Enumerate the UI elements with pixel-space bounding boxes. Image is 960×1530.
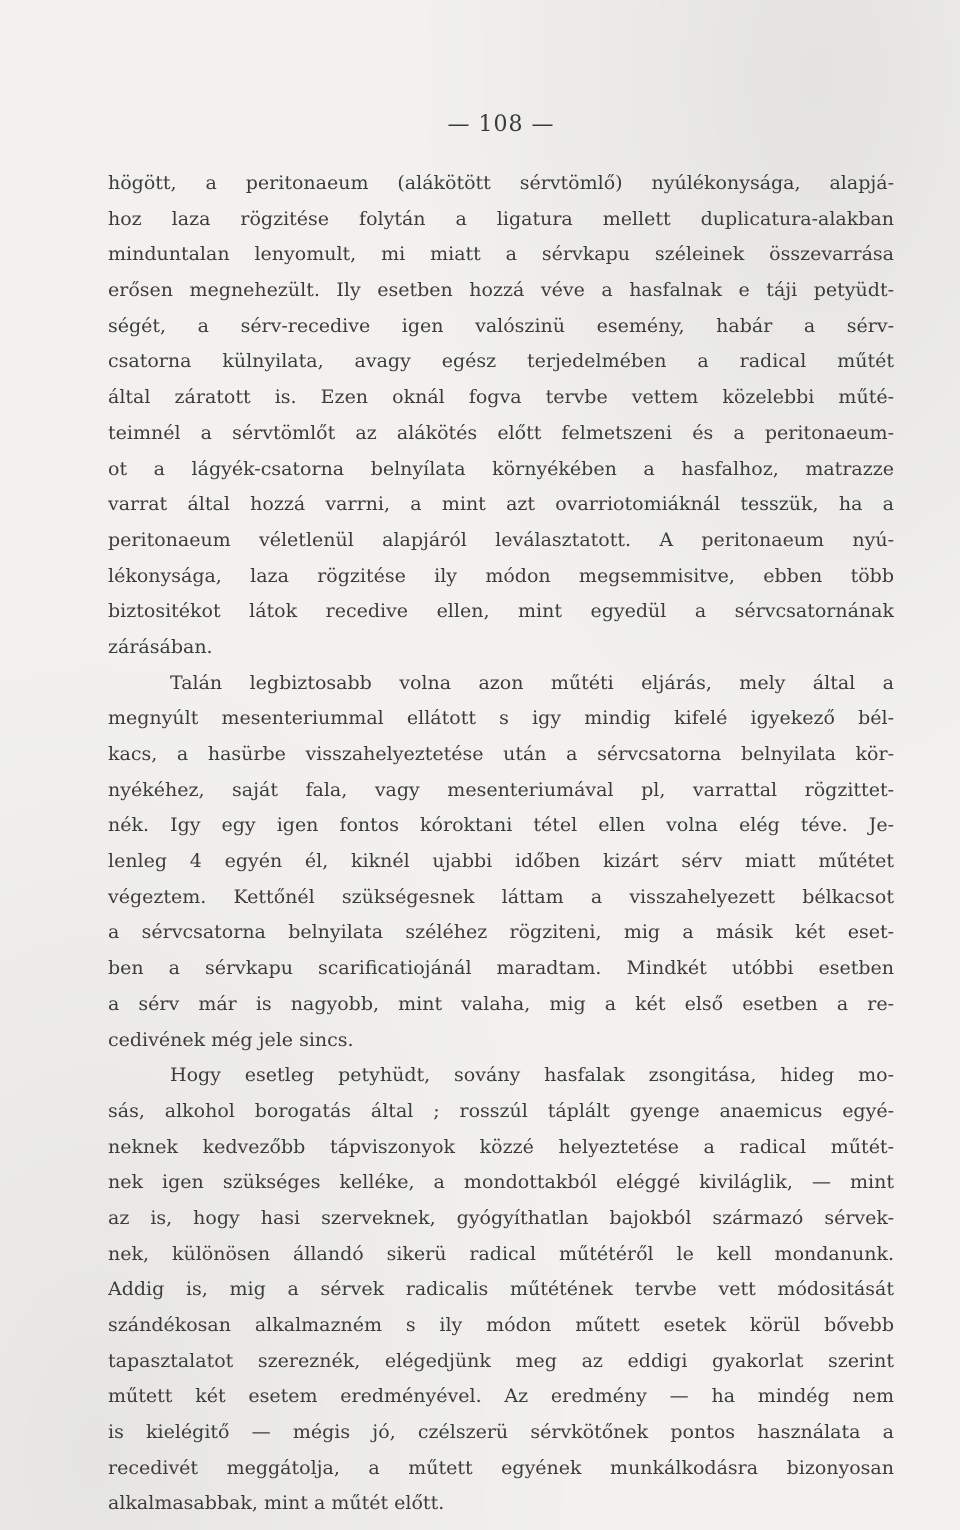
text-line: varrat által hozzá varrni, a mint azt ovarriotomiáknál tesszük, ha a <box>108 493 894 516</box>
text-line: ot a lágyék-csatorna belnyílata környékében a hasfalhoz, matrazze <box>108 457 894 480</box>
text-line: tapasztalatot szereznék, elégedjünk meg az eddigi gyakorlat szerint <box>108 1349 894 1372</box>
text-line: az is, hogy hasi szerveknek, gyógyíthatlan bajokból származó sérvek- <box>108 1206 894 1229</box>
text-line: lékonysága, laza rögzitése ily módon megsemmisitve, ebben több <box>108 564 894 587</box>
text-line: a sérv már is nagyobb, mint valaha, mig a két első esetben a re- <box>108 992 894 1015</box>
text-line: ségét, a sérv-recedive igen valószinü esemény, habár a sérv- <box>108 314 894 337</box>
text-line: zárásában. <box>108 635 213 658</box>
text-line: szándékosan alkalmazném s ily módon műtett esetek körül bővebb <box>108 1314 894 1336</box>
text-line: megnyúlt mesenteriummal ellátott s igy mindig kifelé igyekező bél- <box>108 707 894 730</box>
text-line: által záratott is. Ezen oknál fogva tervbe vettem közelebbi műté- <box>108 386 894 409</box>
body-text <box>108 166 894 1522</box>
text-line: ben a sérvkapu scarificatiojánál maradtam. Mindkét utóbbi esetben <box>108 957 894 980</box>
text-line: a sérvcsatorna belnyilata széléhez rögziteni, mig a másik két eset- <box>108 921 894 944</box>
text-line: nek, különösen állandó sikerü radical műtétéről le kell mondanunk. <box>108 1242 894 1265</box>
text-line: nek igen szükséges kelléke, a mondottakból eléggé kiviláglik, — mint <box>108 1171 894 1194</box>
text-line: nék. Igy egy igen fontos kóroktani tétel ellen volna elég téve. Je- <box>108 814 894 837</box>
text-line: műtett két esetem eredményével. Az eredmény — ha mindég nem <box>108 1385 894 1408</box>
text-line: teimnél a sérvtömlőt az alákötés előtt felmetszeni és a peritonaeum- <box>108 421 894 444</box>
text-line: Addig is, mig a sérvek radicalis műtétének tervbe vett módositását <box>108 1278 894 1301</box>
text-line: kacs, a hasürbe visszahelyeztetése után a sérvcsatorna belnyilata kör- <box>108 743 894 765</box>
text-line: alkalmasabbak, mint a műtét előtt. <box>108 1492 445 1515</box>
text-line: csatorna külnyilata, avagy egész terjedelmében a radical műtét <box>108 350 894 373</box>
text-line: recedivét meggátolja, a műtett egyének munkálkodásra bizonyosan <box>108 1456 894 1479</box>
text-line: neknek kedvezőbb tápviszonyok közzé helyeztetése a radical műtét- <box>108 1135 894 1158</box>
text-line: biztositékot látok recedive ellen, mint egyedül a sérvcsatornának <box>108 600 894 623</box>
page-number: — 108 — <box>447 112 555 137</box>
text-line: is kielégitő — mégis jó, czélszerü sérvkötőnek pontos használata a <box>108 1421 894 1444</box>
text-line: végeztem. Kettőnél szükségesnek láttam a visszahelyezett bélkacsot <box>108 885 894 908</box>
text-line: lenleg 4 egyén él, kiknél ujabbi időben kizárt sérv miatt műtétet <box>108 850 894 873</box>
text-line: hoz laza rögzitése folytán a ligatura mellett duplicatura-alakban <box>108 207 894 230</box>
text-line: högött, a peritonaeum (alákötött sérvtömlő) nyúlékonysága, alapjá- <box>108 172 894 194</box>
text-line: Hogy esetleg petyhüdt, sovány hasfalak zsongitása, hideg mo- <box>170 1064 894 1087</box>
text-line: nyékéhez, saját fala, vagy mesenteriumával pl, varrattal rögzittet- <box>108 778 894 801</box>
text-line: erősen megnehezült. Ily esetben hozzá véve a hasfalnak e táji petyüdt- <box>108 279 894 302</box>
text-line: Talán legbiztosabb volna azon műtéti eljárás, mely által a <box>170 671 894 694</box>
text-line: peritonaeum véletlenül alapjáról leválasztatott. A peritonaeum nyú- <box>108 528 894 551</box>
text-line: sás, alkohol borogatás által ; rosszúl táplált gyenge anaemicus egyé- <box>108 1099 894 1122</box>
text-line: minduntalan lenyomult, mi miatt a sérvkapu széleinek összevarrása <box>108 243 894 266</box>
text-line: cedivének még jele sincs. <box>108 1028 354 1051</box>
